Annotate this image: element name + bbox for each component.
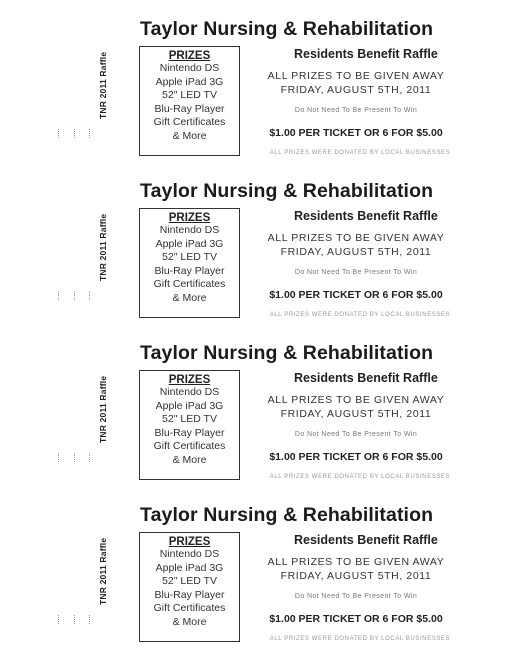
prize-item: Apple iPad 3G	[155, 75, 224, 88]
giveaway-date: FRIDAY, AUGUST 5TH, 2011	[280, 570, 432, 582]
presence-note: Do Not Need To Be Present To Win	[294, 107, 418, 114]
prize-item: 52" LED TV	[162, 89, 217, 102]
prize-item: Gift Certificates	[153, 602, 226, 615]
ticket-price: $1.00 PER TICKET OR 6 FOR $5.00	[269, 127, 443, 139]
prize-item: Blu-Ray Player	[154, 264, 225, 277]
ticket-price: $1.00 PER TICKET OR 6 FOR $5.00	[269, 451, 443, 463]
raffle-ticket	[0, 4, 512, 166]
event-subtitle: Residents Benefit Raffle	[294, 533, 438, 547]
prize-item: & More	[172, 453, 207, 466]
event-subtitle: Residents Benefit Raffle	[294, 47, 438, 61]
prize-item: & More	[172, 615, 207, 628]
prize-item: Nintendo DS	[159, 224, 220, 236]
raffle-ticket	[0, 490, 512, 652]
ticket-stub-label: TNR 2011 Raffle	[98, 213, 108, 281]
presence-note: Do Not Need To Be Present To Win	[294, 431, 418, 438]
prizes-box	[139, 370, 240, 480]
donation-note: ALL PRIZES WERE DONATED BY LOCAL BUSINESSES	[269, 150, 451, 156]
prize-item: Gift Certificates	[153, 440, 226, 453]
perforation-marks	[58, 288, 92, 302]
prizes-heading: PRIZES	[168, 212, 211, 224]
prizes-box	[139, 208, 240, 318]
perforation-marks	[58, 126, 92, 140]
giveaway-line: ALL PRIZES TO BE GIVEN AWAY	[267, 556, 445, 568]
event-subtitle: Residents Benefit Raffle	[294, 209, 438, 223]
prize-item: Nintendo DS	[159, 62, 220, 74]
giveaway-line: ALL PRIZES TO BE GIVEN AWAY	[267, 232, 445, 244]
ticket-price: $1.00 PER TICKET OR 6 FOR $5.00	[269, 613, 443, 625]
prize-item: Blu-Ray Player	[154, 588, 225, 601]
prize-item: & More	[172, 129, 207, 142]
perforation-marks	[58, 612, 92, 626]
prize-item: 52" LED TV	[162, 575, 217, 588]
ticket-stub-label: TNR 2011 Raffle	[98, 51, 108, 119]
prize-item: Apple iPad 3G	[155, 561, 224, 574]
prize-item: & More	[172, 291, 207, 304]
ticket-stub-label: TNR 2011 Raffle	[98, 537, 108, 605]
donation-note: ALL PRIZES WERE DONATED BY LOCAL BUSINESSES	[269, 312, 451, 318]
organization-title: Taylor Nursing & Rehabilitation	[140, 18, 434, 40]
prize-item: Blu-Ray Player	[154, 102, 225, 115]
presence-note: Do Not Need To Be Present To Win	[294, 593, 418, 600]
giveaway-line: ALL PRIZES TO BE GIVEN AWAY	[267, 70, 445, 82]
prize-item: Nintendo DS	[159, 548, 220, 560]
ticket-stub-label: TNR 2011 Raffle	[98, 375, 108, 443]
donation-note: ALL PRIZES WERE DONATED BY LOCAL BUSINESSES	[269, 636, 451, 642]
prize-item: Gift Certificates	[153, 116, 226, 129]
raffle-ticket	[0, 328, 512, 490]
prize-item: Apple iPad 3G	[155, 399, 224, 412]
giveaway-line: ALL PRIZES TO BE GIVEN AWAY	[267, 394, 445, 406]
giveaway-date: FRIDAY, AUGUST 5TH, 2011	[280, 84, 432, 96]
prize-item: Apple iPad 3G	[155, 237, 224, 250]
ticket-price: $1.00 PER TICKET OR 6 FOR $5.00	[269, 289, 443, 301]
prizes-heading: PRIZES	[168, 374, 211, 386]
raffle-ticket	[0, 166, 512, 328]
donation-note: ALL PRIZES WERE DONATED BY LOCAL BUSINESSES	[269, 474, 451, 480]
prize-item: 52" LED TV	[162, 413, 217, 426]
giveaway-date: FRIDAY, AUGUST 5TH, 2011	[280, 408, 432, 420]
organization-title: Taylor Nursing & Rehabilitation	[140, 342, 434, 364]
event-subtitle: Residents Benefit Raffle	[294, 371, 438, 385]
prizes-box	[139, 46, 240, 156]
prizes-box	[139, 532, 240, 642]
prizes-heading: PRIZES	[168, 50, 211, 62]
presence-note: Do Not Need To Be Present To Win	[294, 269, 418, 276]
prizes-heading: PRIZES	[168, 536, 211, 548]
giveaway-date: FRIDAY, AUGUST 5TH, 2011	[280, 246, 432, 258]
perforation-marks	[58, 450, 92, 464]
organization-title: Taylor Nursing & Rehabilitation	[140, 180, 434, 202]
prize-item: Blu-Ray Player	[154, 426, 225, 439]
prize-item: 52" LED TV	[162, 251, 217, 264]
organization-title: Taylor Nursing & Rehabilitation	[140, 504, 434, 526]
prize-item: Nintendo DS	[159, 386, 220, 398]
prize-item: Gift Certificates	[153, 278, 226, 291]
